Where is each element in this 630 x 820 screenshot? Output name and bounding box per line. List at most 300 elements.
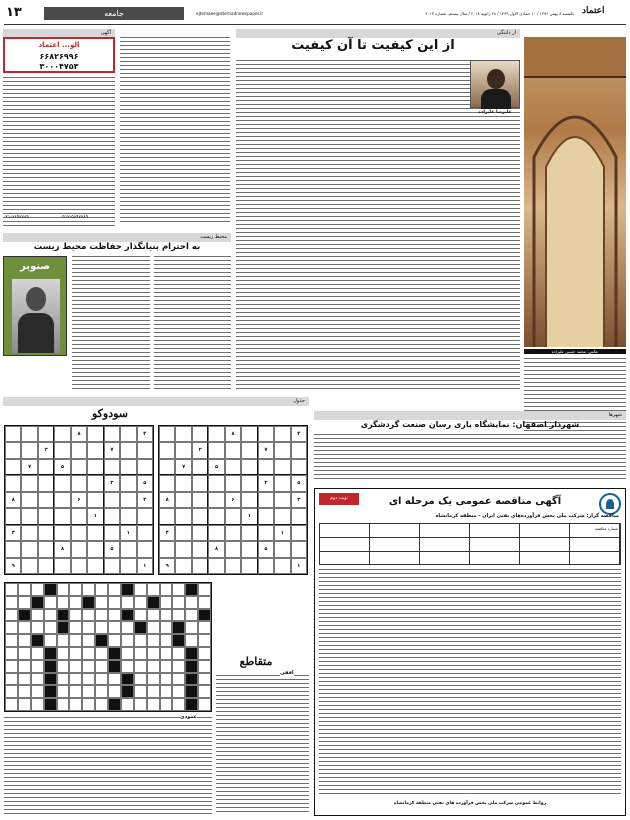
sudoku-cell[interactable] xyxy=(274,508,290,524)
crossword-cell[interactable] xyxy=(121,583,134,596)
crossword-cell[interactable] xyxy=(44,583,57,596)
sudoku-cell[interactable] xyxy=(38,459,54,475)
sudoku-cell[interactable] xyxy=(291,525,307,541)
crossword-cell[interactable] xyxy=(198,698,211,711)
crossword-cell[interactable] xyxy=(5,596,18,609)
crossword-cell[interactable] xyxy=(57,685,70,698)
sudoku-cell[interactable] xyxy=(192,525,208,541)
sudoku-cell[interactable] xyxy=(159,508,175,524)
crossword-cell[interactable] xyxy=(134,673,147,686)
sudoku-cell[interactable] xyxy=(274,442,290,458)
crossword-cell[interactable] xyxy=(82,660,95,673)
crossword-cell[interactable] xyxy=(82,634,95,647)
sudoku-cell[interactable]: ۷ xyxy=(258,442,274,458)
sudoku-cell[interactable]: ۶ xyxy=(71,492,87,508)
crossword-cell[interactable] xyxy=(5,609,18,622)
crossword-cell[interactable] xyxy=(172,698,185,711)
sudoku-cell[interactable] xyxy=(71,525,87,541)
crossword-cell[interactable] xyxy=(185,596,198,609)
crossword-cell[interactable] xyxy=(57,660,70,673)
sudoku-cell[interactable] xyxy=(38,492,54,508)
crossword-cell[interactable] xyxy=(185,647,198,660)
crossword-cell[interactable] xyxy=(134,596,147,609)
sudoku-cell[interactable]: ۵ xyxy=(258,541,274,557)
crossword-cell[interactable] xyxy=(147,647,160,660)
crossword-cell[interactable] xyxy=(198,673,211,686)
sudoku-cell[interactable] xyxy=(208,508,224,524)
crossword-cell[interactable] xyxy=(147,685,160,698)
crossword-cell[interactable] xyxy=(57,621,70,634)
crossword-cell[interactable] xyxy=(5,583,18,596)
crossword-cell[interactable] xyxy=(95,660,108,673)
crossword-cell[interactable] xyxy=(18,647,31,660)
sudoku-cell[interactable] xyxy=(258,508,274,524)
crossword-cell[interactable] xyxy=(44,685,57,698)
sudoku-cell[interactable] xyxy=(258,525,274,541)
crossword-cell[interactable] xyxy=(147,698,160,711)
crossword-cell[interactable] xyxy=(31,634,44,647)
sudoku-cell[interactable] xyxy=(274,475,290,491)
crossword-cell[interactable] xyxy=(160,660,173,673)
crossword-cell[interactable] xyxy=(172,685,185,698)
crossword-cell[interactable] xyxy=(69,583,82,596)
sudoku-cell[interactable] xyxy=(208,558,224,574)
crossword-cell[interactable] xyxy=(95,685,108,698)
crossword-cell[interactable] xyxy=(172,621,185,634)
crossword-cell[interactable] xyxy=(121,634,134,647)
sudoku-cell[interactable] xyxy=(38,475,54,491)
sudoku-cell[interactable]: ۷ xyxy=(21,459,37,475)
crossword-cell[interactable] xyxy=(108,609,121,622)
sudoku-cell[interactable] xyxy=(21,508,37,524)
crossword-cell[interactable] xyxy=(57,673,70,686)
crossword-cell[interactable] xyxy=(147,673,160,686)
crossword-cell[interactable] xyxy=(18,634,31,647)
crossword-cell[interactable] xyxy=(198,647,211,660)
crossword-cell[interactable] xyxy=(18,673,31,686)
sudoku-cell[interactable] xyxy=(225,508,241,524)
sudoku-cell[interactable] xyxy=(258,426,274,442)
sudoku-cell[interactable] xyxy=(87,541,103,557)
sudoku-cell[interactable] xyxy=(175,442,191,458)
sudoku-cell[interactable]: ۸ xyxy=(225,426,241,442)
sudoku-cell[interactable] xyxy=(104,525,120,541)
sudoku-cell[interactable] xyxy=(21,525,37,541)
sudoku-cell[interactable] xyxy=(21,442,37,458)
sudoku-cell[interactable] xyxy=(137,508,153,524)
sudoku-cell[interactable] xyxy=(137,525,153,541)
sudoku-cell[interactable] xyxy=(241,426,257,442)
crossword-cell[interactable] xyxy=(108,583,121,596)
crossword-cell[interactable] xyxy=(185,621,198,634)
sudoku-cell[interactable] xyxy=(5,442,21,458)
crossword-cell[interactable] xyxy=(18,583,31,596)
crossword-cell[interactable] xyxy=(172,660,185,673)
sudoku-cell[interactable] xyxy=(87,426,103,442)
crossword-cell[interactable] xyxy=(121,596,134,609)
crossword-cell[interactable] xyxy=(69,685,82,698)
sudoku-cell[interactable] xyxy=(192,508,208,524)
sudoku-cell[interactable] xyxy=(208,525,224,541)
crossword-cell[interactable] xyxy=(172,583,185,596)
sudoku-cell[interactable] xyxy=(104,426,120,442)
crossword-cell[interactable] xyxy=(108,647,121,660)
crossword-cell[interactable] xyxy=(185,685,198,698)
crossword-cell[interactable] xyxy=(134,698,147,711)
sudoku-cell[interactable] xyxy=(87,492,103,508)
sudoku-cell[interactable]: ۱ xyxy=(120,525,136,541)
sudoku-grid-right[interactable] xyxy=(158,425,308,575)
crossword-cell[interactable] xyxy=(172,609,185,622)
sudoku-cell[interactable] xyxy=(175,525,191,541)
crossword-cell[interactable] xyxy=(95,634,108,647)
sudoku-cell[interactable] xyxy=(225,541,241,557)
sudoku-cell[interactable] xyxy=(192,426,208,442)
crossword-cell[interactable] xyxy=(31,673,44,686)
crossword-grid[interactable] xyxy=(4,582,212,712)
crossword-cell[interactable] xyxy=(82,647,95,660)
crossword-cell[interactable] xyxy=(44,596,57,609)
crossword-cell[interactable] xyxy=(18,685,31,698)
crossword-cell[interactable] xyxy=(121,609,134,622)
crossword-cell[interactable] xyxy=(198,596,211,609)
sudoku-cell[interactable] xyxy=(225,442,241,458)
crossword-cell[interactable] xyxy=(147,583,160,596)
crossword-cell[interactable] xyxy=(147,634,160,647)
sudoku-cell[interactable] xyxy=(5,508,21,524)
sudoku-cell[interactable]: ۵ xyxy=(54,459,70,475)
sudoku-cell[interactable] xyxy=(5,459,21,475)
email-link[interactable]: ejtemaee@eternadnewspaper.ir xyxy=(196,11,264,16)
crossword-cell[interactable] xyxy=(172,596,185,609)
sudoku-cell[interactable] xyxy=(5,475,21,491)
sudoku-cell[interactable]: ۱ xyxy=(241,508,257,524)
crossword-cell[interactable] xyxy=(5,647,18,660)
crossword-cell[interactable] xyxy=(198,685,211,698)
sudoku-cell[interactable]: ۳ xyxy=(104,475,120,491)
crossword-cell[interactable] xyxy=(134,660,147,673)
crossword-cell[interactable] xyxy=(31,647,44,660)
sudoku-cell[interactable] xyxy=(5,541,21,557)
crossword-cell[interactable] xyxy=(44,673,57,686)
crossword-cell[interactable] xyxy=(31,596,44,609)
crossword-cell[interactable] xyxy=(57,647,70,660)
crossword-cell[interactable] xyxy=(82,583,95,596)
crossword-cell[interactable] xyxy=(82,673,95,686)
sudoku-cell[interactable] xyxy=(54,508,70,524)
sudoku-cell[interactable] xyxy=(87,558,103,574)
crossword-cell[interactable] xyxy=(160,673,173,686)
sudoku-cell[interactable] xyxy=(241,525,257,541)
sudoku-cell[interactable] xyxy=(87,475,103,491)
sudoku-cell[interactable] xyxy=(104,558,120,574)
crossword-cell[interactable] xyxy=(31,621,44,634)
sudoku-cell[interactable] xyxy=(120,475,136,491)
sudoku-cell[interactable] xyxy=(120,426,136,442)
sudoku-cell[interactable] xyxy=(258,558,274,574)
crossword-cell[interactable] xyxy=(108,596,121,609)
crossword-cell[interactable] xyxy=(69,673,82,686)
crossword-cell[interactable] xyxy=(5,634,18,647)
sudoku-cell[interactable]: ۴ xyxy=(5,525,21,541)
crossword-cell[interactable] xyxy=(108,621,121,634)
crossword-cell[interactable] xyxy=(160,647,173,660)
sudoku-cell[interactable]: ۸ xyxy=(208,541,224,557)
sudoku-cell[interactable] xyxy=(274,492,290,508)
sudoku-cell[interactable] xyxy=(241,442,257,458)
crossword-cell[interactable] xyxy=(44,634,57,647)
crossword-cell[interactable] xyxy=(18,596,31,609)
sudoku-cell[interactable] xyxy=(274,426,290,442)
crossword-cell[interactable] xyxy=(57,596,70,609)
sudoku-cell[interactable] xyxy=(120,558,136,574)
sudoku-cell[interactable] xyxy=(274,459,290,475)
crossword-cell[interactable] xyxy=(160,634,173,647)
crossword-cell[interactable] xyxy=(198,609,211,622)
crossword-cell[interactable] xyxy=(160,621,173,634)
sudoku-cell[interactable] xyxy=(54,525,70,541)
crossword-cell[interactable] xyxy=(82,685,95,698)
crossword-cell[interactable] xyxy=(69,698,82,711)
crossword-cell[interactable] xyxy=(95,673,108,686)
crossword-cell[interactable] xyxy=(108,634,121,647)
crossword-cell[interactable] xyxy=(147,609,160,622)
sudoku-cell[interactable] xyxy=(54,442,70,458)
crossword-cell[interactable] xyxy=(185,698,198,711)
crossword-cell[interactable] xyxy=(69,609,82,622)
sudoku-cell[interactable] xyxy=(104,459,120,475)
sudoku-cell[interactable]: ۷ xyxy=(104,442,120,458)
sudoku-cell[interactable]: ۸ xyxy=(54,541,70,557)
sudoku-cell[interactable] xyxy=(225,525,241,541)
sudoku-cell[interactable] xyxy=(21,541,37,557)
sudoku-cell[interactable]: ۱ xyxy=(137,558,153,574)
sudoku-cell[interactable] xyxy=(120,541,136,557)
sudoku-grid-left[interactable] xyxy=(4,425,154,575)
sudoku-cell[interactable] xyxy=(175,492,191,508)
sudoku-cell[interactable] xyxy=(87,525,103,541)
crossword-cell[interactable] xyxy=(18,609,31,622)
sudoku-cell[interactable] xyxy=(274,541,290,557)
sudoku-cell[interactable] xyxy=(54,426,70,442)
sudoku-cell[interactable] xyxy=(54,475,70,491)
crossword-cell[interactable] xyxy=(147,596,160,609)
crossword-cell[interactable] xyxy=(108,685,121,698)
crossword-cell[interactable] xyxy=(134,634,147,647)
crossword-cell[interactable] xyxy=(69,621,82,634)
sudoku-cell[interactable]: ۱ xyxy=(87,508,103,524)
sudoku-cell[interactable]: ۳ xyxy=(258,475,274,491)
sudoku-cell[interactable] xyxy=(54,492,70,508)
crossword-cell[interactable] xyxy=(147,660,160,673)
crossword-cell[interactable] xyxy=(134,609,147,622)
crossword-cell[interactable] xyxy=(198,621,211,634)
sudoku-cell[interactable] xyxy=(192,459,208,475)
sudoku-cell[interactable] xyxy=(225,475,241,491)
sudoku-cell[interactable]: ۴ xyxy=(137,426,153,442)
sudoku-cell[interactable] xyxy=(175,508,191,524)
sudoku-cell[interactable] xyxy=(175,475,191,491)
sudoku-cell[interactable]: ۴ xyxy=(291,426,307,442)
crossword-cell[interactable] xyxy=(82,596,95,609)
sudoku-cell[interactable] xyxy=(104,508,120,524)
crossword-cell[interactable] xyxy=(69,634,82,647)
crossword-cell[interactable] xyxy=(185,609,198,622)
crossword-cell[interactable] xyxy=(5,698,18,711)
sudoku-cell[interactable] xyxy=(159,442,175,458)
crossword-cell[interactable] xyxy=(95,609,108,622)
crossword-cell[interactable] xyxy=(31,609,44,622)
sudoku-cell[interactable] xyxy=(137,459,153,475)
sudoku-cell[interactable] xyxy=(192,475,208,491)
sudoku-cell[interactable] xyxy=(258,459,274,475)
crossword-cell[interactable] xyxy=(147,621,160,634)
crossword-cell[interactable] xyxy=(31,660,44,673)
sudoku-cell[interactable] xyxy=(274,558,290,574)
sudoku-cell[interactable]: ۵ xyxy=(291,475,307,491)
crossword-cell[interactable] xyxy=(69,596,82,609)
sudoku-cell[interactable] xyxy=(71,442,87,458)
ad-box-alo[interactable] xyxy=(3,37,115,73)
sudoku-cell[interactable] xyxy=(241,541,257,557)
crossword-cell[interactable] xyxy=(121,660,134,673)
sudoku-cell[interactable]: ۷ xyxy=(175,459,191,475)
sudoku-cell[interactable] xyxy=(241,558,257,574)
sudoku-cell[interactable] xyxy=(21,492,37,508)
crossword-cell[interactable] xyxy=(18,660,31,673)
sudoku-cell[interactable] xyxy=(159,475,175,491)
sudoku-cell[interactable] xyxy=(71,475,87,491)
sudoku-cell[interactable] xyxy=(104,492,120,508)
sudoku-cell[interactable] xyxy=(291,442,307,458)
crossword-cell[interactable] xyxy=(18,698,31,711)
crossword-cell[interactable] xyxy=(134,685,147,698)
crossword-cell[interactable] xyxy=(198,634,211,647)
crossword-cell[interactable] xyxy=(160,596,173,609)
sudoku-cell[interactable] xyxy=(159,426,175,442)
sudoku-cell[interactable] xyxy=(208,492,224,508)
crossword-cell[interactable] xyxy=(44,621,57,634)
crossword-cell[interactable] xyxy=(121,621,134,634)
sudoku-cell[interactable]: ۸ xyxy=(71,426,87,442)
crossword-cell[interactable] xyxy=(160,698,173,711)
crossword-cell[interactable] xyxy=(44,698,57,711)
sudoku-cell[interactable] xyxy=(71,558,87,574)
sudoku-cell[interactable] xyxy=(192,492,208,508)
crossword-cell[interactable] xyxy=(134,647,147,660)
sudoku-cell[interactable]: ۵ xyxy=(104,541,120,557)
sudoku-cell[interactable] xyxy=(38,541,54,557)
sudoku-cell[interactable] xyxy=(21,475,37,491)
sudoku-cell[interactable] xyxy=(225,558,241,574)
crossword-cell[interactable] xyxy=(121,698,134,711)
sudoku-cell[interactable] xyxy=(5,426,21,442)
sudoku-cell[interactable] xyxy=(159,459,175,475)
crossword-cell[interactable] xyxy=(95,621,108,634)
sudoku-cell[interactable] xyxy=(137,541,153,557)
crossword-cell[interactable] xyxy=(185,660,198,673)
crossword-cell[interactable] xyxy=(160,685,173,698)
sudoku-cell[interactable] xyxy=(21,558,37,574)
crossword-cell[interactable] xyxy=(134,583,147,596)
sudoku-cell[interactable] xyxy=(192,541,208,557)
sudoku-cell[interactable]: ۱ xyxy=(291,558,307,574)
crossword-cell[interactable] xyxy=(185,583,198,596)
sudoku-cell[interactable] xyxy=(87,459,103,475)
crossword-cell[interactable] xyxy=(185,673,198,686)
crossword-cell[interactable] xyxy=(57,698,70,711)
sudoku-cell[interactable]: ۳ xyxy=(192,442,208,458)
crossword-cell[interactable] xyxy=(95,647,108,660)
sudoku-cell[interactable]: ۶ xyxy=(225,492,241,508)
crossword-cell[interactable] xyxy=(44,609,57,622)
crossword-cell[interactable] xyxy=(108,660,121,673)
sudoku-cell[interactable] xyxy=(38,558,54,574)
sudoku-cell[interactable] xyxy=(120,492,136,508)
sudoku-cell[interactable] xyxy=(159,541,175,557)
crossword-cell[interactable] xyxy=(44,660,57,673)
crossword-cell[interactable] xyxy=(82,609,95,622)
sudoku-cell[interactable] xyxy=(71,541,87,557)
sudoku-cell[interactable] xyxy=(241,459,257,475)
sudoku-cell[interactable] xyxy=(291,508,307,524)
crossword-cell[interactable] xyxy=(69,647,82,660)
crossword-cell[interactable] xyxy=(172,673,185,686)
sudoku-cell[interactable] xyxy=(241,475,257,491)
sudoku-cell[interactable] xyxy=(241,492,257,508)
sudoku-cell[interactable]: ۳ xyxy=(38,442,54,458)
crossword-cell[interactable] xyxy=(31,685,44,698)
crossword-cell[interactable] xyxy=(121,673,134,686)
sudoku-cell[interactable] xyxy=(258,492,274,508)
sudoku-cell[interactable] xyxy=(21,426,37,442)
sudoku-cell[interactable] xyxy=(291,459,307,475)
crossword-cell[interactable] xyxy=(121,647,134,660)
sudoku-cell[interactable] xyxy=(208,442,224,458)
sudoku-cell[interactable]: ۳ xyxy=(137,492,153,508)
sudoku-cell[interactable] xyxy=(87,442,103,458)
crossword-cell[interactable] xyxy=(82,621,95,634)
crossword-cell[interactable] xyxy=(31,583,44,596)
crossword-cell[interactable] xyxy=(31,698,44,711)
sudoku-cell[interactable] xyxy=(225,459,241,475)
sudoku-cell[interactable] xyxy=(38,525,54,541)
sudoku-cell[interactable]: ۴ xyxy=(159,525,175,541)
sudoku-cell[interactable] xyxy=(208,426,224,442)
sudoku-cell[interactable] xyxy=(71,508,87,524)
crossword-cell[interactable] xyxy=(198,660,211,673)
sudoku-cell[interactable] xyxy=(120,442,136,458)
crossword-cell[interactable] xyxy=(5,673,18,686)
crossword-cell[interactable] xyxy=(95,583,108,596)
crossword-cell[interactable] xyxy=(57,609,70,622)
crossword-cell[interactable] xyxy=(69,660,82,673)
sudoku-cell[interactable]: ۹ xyxy=(5,558,21,574)
sudoku-cell[interactable] xyxy=(54,558,70,574)
crossword-cell[interactable] xyxy=(18,621,31,634)
crossword-cell[interactable] xyxy=(95,596,108,609)
tender-ad[interactable] xyxy=(314,488,626,816)
crossword-cell[interactable] xyxy=(82,698,95,711)
crossword-cell[interactable] xyxy=(5,660,18,673)
crossword-cell[interactable] xyxy=(108,698,121,711)
sudoku-cell[interactable] xyxy=(208,475,224,491)
sudoku-cell[interactable]: ۸ xyxy=(159,492,175,508)
sudoku-cell[interactable] xyxy=(137,442,153,458)
crossword-cell[interactable] xyxy=(57,583,70,596)
sudoku-cell[interactable] xyxy=(120,508,136,524)
sudoku-cell[interactable]: ۵ xyxy=(137,475,153,491)
